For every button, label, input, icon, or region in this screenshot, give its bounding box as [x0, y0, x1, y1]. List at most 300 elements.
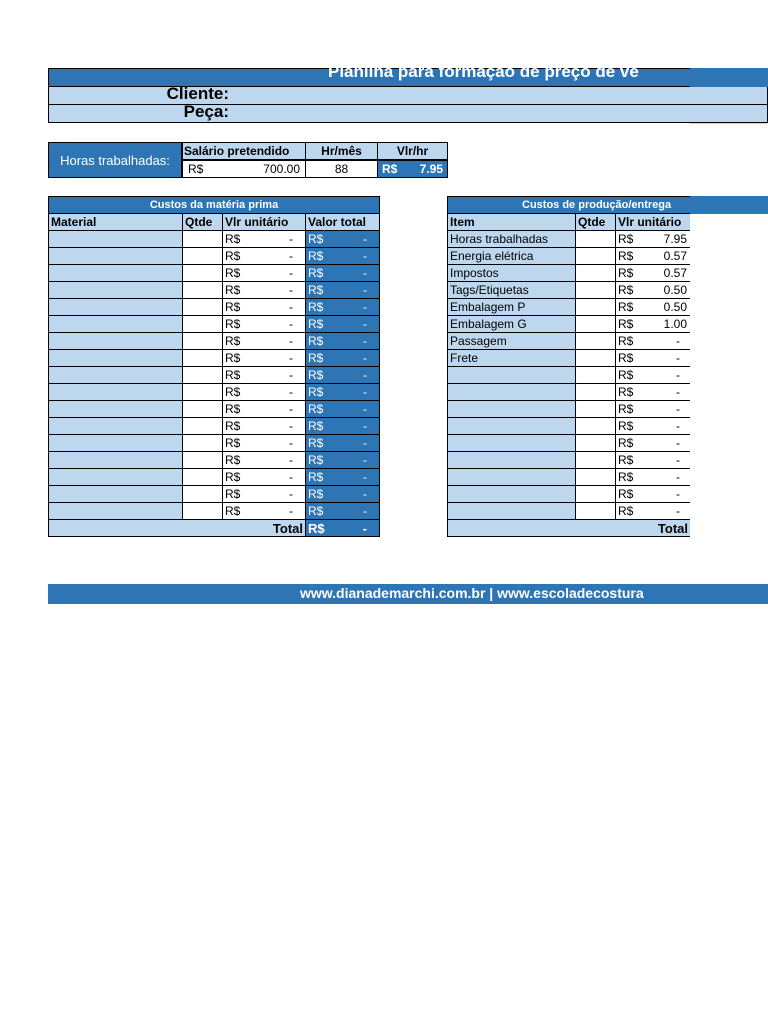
- table-row: [49, 350, 380, 367]
- money-value: [225, 453, 303, 467]
- col-qtde: Qtde: [183, 214, 223, 231]
- money-value: [308, 283, 377, 297]
- money-value: [225, 402, 303, 416]
- currency-label: R$: [618, 317, 634, 331]
- vlr-unitario-cell: [616, 469, 691, 486]
- total-label: Total: [448, 520, 691, 537]
- currency-label: R$: [225, 368, 241, 382]
- money-value: [225, 317, 303, 331]
- table-row: [448, 282, 691, 299]
- qtde-cell[interactable]: [183, 265, 223, 282]
- amount-value: -: [363, 419, 367, 433]
- item-cell[interactable]: Passagem: [448, 333, 576, 350]
- money-value: [308, 300, 377, 314]
- money-value: [308, 402, 377, 416]
- amount-value: -: [676, 470, 680, 484]
- vlr-unitario-cell: [616, 333, 691, 350]
- amount-value: -: [363, 504, 367, 518]
- amount-value: -: [676, 368, 680, 382]
- qtde-cell[interactable]: [183, 333, 223, 350]
- money-value: [618, 283, 688, 297]
- table-row: [49, 248, 380, 265]
- currency-label: R$: [618, 504, 634, 518]
- qtde-cell[interactable]: [576, 333, 616, 350]
- currency-label: R$: [225, 300, 241, 314]
- money-value: [225, 283, 303, 297]
- amount-value: -: [289, 487, 293, 501]
- material-cell[interactable]: [49, 248, 183, 265]
- currency-label: R$: [225, 402, 241, 416]
- currency-label: R$: [618, 232, 634, 246]
- item-cell[interactable]: [448, 401, 576, 418]
- vlr-unitario-cell: [616, 248, 691, 265]
- currency-label: R$: [225, 351, 241, 365]
- item-cell[interactable]: [448, 452, 576, 469]
- footer-links[interactable]: www.dianademarchi.com.br | www.escoladecostura: [300, 585, 644, 601]
- currency-label: R$: [308, 504, 324, 518]
- qtde-cell[interactable]: [183, 503, 223, 520]
- table-row: [448, 333, 691, 350]
- money-value: [618, 470, 688, 484]
- table-row: [448, 367, 691, 384]
- amount-value: -: [676, 334, 680, 348]
- amount-value: -: [363, 368, 367, 382]
- qtde-cell[interactable]: [183, 418, 223, 435]
- currency-label: R$: [618, 470, 634, 484]
- currency-label: R$: [225, 232, 241, 246]
- total-row: [49, 520, 380, 537]
- vlr-unitario-cell: [223, 299, 306, 316]
- amount-value: -: [362, 520, 367, 536]
- table-row: [448, 469, 691, 486]
- amount-value: -: [289, 436, 293, 450]
- vlr-unitario-cell: [223, 282, 306, 299]
- total-value: [306, 520, 380, 537]
- amount-value: -: [676, 385, 680, 399]
- money-value: [225, 266, 303, 280]
- money-value: [308, 368, 377, 382]
- currency-label: R$: [308, 249, 324, 263]
- currency-label: R$: [308, 266, 324, 280]
- materia-prima-title: Custos da matéria prima: [49, 197, 380, 214]
- qtde-cell[interactable]: [576, 401, 616, 418]
- currency-label: R$: [308, 487, 324, 501]
- currency-label: R$: [308, 334, 324, 348]
- vlr-hr-value-cell: [377, 160, 448, 178]
- money-value: [308, 470, 377, 484]
- table-row: [448, 418, 691, 435]
- amount-value: -: [289, 317, 293, 331]
- vlr-unitario-cell: [223, 350, 306, 367]
- qtde-cell[interactable]: [183, 401, 223, 418]
- amount-value: -: [363, 317, 367, 331]
- qtde-cell[interactable]: [183, 282, 223, 299]
- qtde-cell[interactable]: [576, 316, 616, 333]
- money-value: [225, 470, 303, 484]
- vlr-unitario-cell: [223, 384, 306, 401]
- item-cell[interactable]: [448, 418, 576, 435]
- vlr-unitario-cell: [223, 486, 306, 503]
- qtde-cell[interactable]: [183, 316, 223, 333]
- currency-label: R$: [225, 453, 241, 467]
- table-row: [448, 350, 691, 367]
- material-cell[interactable]: [49, 231, 183, 248]
- qtde-cell[interactable]: [183, 486, 223, 503]
- amount-value: -: [289, 504, 293, 518]
- valor-total-cell: [306, 486, 380, 503]
- table-row: [49, 401, 380, 418]
- money-value: [618, 334, 688, 348]
- money-value: [618, 368, 688, 382]
- salario-header: Salário pretendido: [182, 142, 306, 160]
- valor-total-cell: [306, 384, 380, 401]
- material-cell[interactable]: [49, 282, 183, 299]
- hr-mes-header: Hr/mês: [305, 142, 378, 160]
- currency-label: R$: [225, 504, 241, 518]
- producao-table: [447, 196, 690, 537]
- money-value: [618, 317, 688, 331]
- money-value: [225, 385, 303, 399]
- currency-label: R$: [308, 436, 324, 450]
- qtde-cell[interactable]: [183, 367, 223, 384]
- money-value: [308, 419, 377, 433]
- currency-label: R$: [618, 419, 634, 433]
- valor-total-cell: [306, 248, 380, 265]
- table-row: [448, 299, 691, 316]
- currency-label: R$: [308, 419, 324, 433]
- currency-label: R$: [225, 266, 241, 280]
- vlr-unitario-cell: [223, 435, 306, 452]
- item-cell[interactable]: [448, 435, 576, 452]
- hours-label: Horas trabalhadas:: [48, 142, 182, 178]
- peca-row[interactable]: [48, 102, 768, 123]
- money-value: [308, 436, 377, 450]
- vlr-unitario-cell: [616, 503, 691, 520]
- currency-label: R$: [225, 317, 241, 331]
- amount-value: -: [363, 487, 367, 501]
- currency-label: R$: [188, 162, 204, 176]
- material-cell[interactable]: [49, 367, 183, 384]
- valor-total-cell: [306, 350, 380, 367]
- currency-label: R$: [225, 470, 241, 484]
- currency-label: R$: [618, 249, 634, 263]
- amount-value: -: [363, 334, 367, 348]
- valor-total-cell: [306, 452, 380, 469]
- table-row: [448, 265, 691, 282]
- vlr-unitario-cell: [616, 299, 691, 316]
- qtde-cell[interactable]: [576, 435, 616, 452]
- currency-label: R$: [308, 402, 324, 416]
- amount-value: -: [289, 368, 293, 382]
- amount-value: 0.57: [663, 266, 687, 280]
- item-cell[interactable]: Energia elétrica: [448, 248, 576, 265]
- table-row: [49, 435, 380, 452]
- hr-mes-value[interactable]: 88: [305, 160, 378, 178]
- amount-value: -: [289, 300, 293, 314]
- qtde-cell[interactable]: [183, 299, 223, 316]
- money-value: [225, 334, 303, 348]
- amount-value: -: [363, 436, 367, 450]
- amount-value: -: [363, 385, 367, 399]
- material-cell[interactable]: [49, 401, 183, 418]
- col-item: Item: [448, 214, 576, 231]
- currency-label: R$: [225, 249, 241, 263]
- material-cell[interactable]: [49, 469, 183, 486]
- vlr-unitario-cell: [616, 367, 691, 384]
- amount-value: -: [363, 402, 367, 416]
- amount-value: -: [363, 249, 367, 263]
- valor-total-cell: [306, 367, 380, 384]
- material-cell[interactable]: [49, 435, 183, 452]
- producao-title-tail: [690, 196, 768, 214]
- table-row: [49, 503, 380, 520]
- money-value: [618, 419, 688, 433]
- qtde-cell[interactable]: [576, 265, 616, 282]
- table-row: [49, 282, 380, 299]
- table-row: [49, 231, 380, 248]
- qtde-cell[interactable]: [576, 350, 616, 367]
- table-row: [448, 452, 691, 469]
- vlr-unitario-cell: [616, 384, 691, 401]
- qtde-cell[interactable]: [576, 282, 616, 299]
- material-cell[interactable]: [49, 350, 183, 367]
- qtde-cell[interactable]: [183, 469, 223, 486]
- currency-label: R$: [618, 487, 634, 501]
- currency-label: R$: [308, 232, 324, 246]
- vlr-unitario-cell: [616, 231, 691, 248]
- qtde-cell[interactable]: [576, 503, 616, 520]
- item-cell[interactable]: Embalagem G: [448, 316, 576, 333]
- qtde-cell[interactable]: [183, 452, 223, 469]
- amount-value: -: [676, 436, 680, 450]
- currency-label: R$: [308, 470, 324, 484]
- peca-label: Peça:: [183, 102, 229, 121]
- currency-label: R$: [225, 283, 241, 297]
- currency-label: R$: [618, 402, 634, 416]
- table-row: [448, 486, 691, 503]
- material-cell[interactable]: [49, 384, 183, 401]
- item-cell[interactable]: Tags/Etiquetas: [448, 282, 576, 299]
- table-row: [448, 316, 691, 333]
- currency-label: R$: [618, 368, 634, 382]
- vlr-unitario-cell: [616, 401, 691, 418]
- item-cell[interactable]: Embalagem P: [448, 299, 576, 316]
- col-valor-total: Valor total: [306, 214, 380, 231]
- money-value: [225, 436, 303, 450]
- amount-value: 0.50: [663, 300, 687, 314]
- currency-label: R$: [308, 453, 324, 467]
- item-cell[interactable]: [448, 367, 576, 384]
- material-cell[interactable]: [49, 333, 183, 350]
- table-row: [448, 248, 691, 265]
- money-value: [308, 266, 377, 280]
- table-row: [448, 503, 691, 520]
- vlr-unitario-cell: [616, 350, 691, 367]
- amount-value: -: [676, 402, 680, 416]
- vlr-unitario-cell: [616, 435, 691, 452]
- amount-value: -: [289, 232, 293, 246]
- table-row: [49, 452, 380, 469]
- table-row: [49, 384, 380, 401]
- amount-value: -: [363, 351, 367, 365]
- item-cell[interactable]: [448, 486, 576, 503]
- qtde-cell[interactable]: [576, 299, 616, 316]
- vlr-unitario-cell: [223, 265, 306, 282]
- amount-value: -: [289, 385, 293, 399]
- vlr-hr-header: Vlr/hr: [377, 142, 448, 160]
- amount-value: -: [289, 470, 293, 484]
- currency-label: R$: [308, 385, 324, 399]
- material-cell[interactable]: [49, 452, 183, 469]
- material-cell[interactable]: [49, 316, 183, 333]
- table-row: [49, 265, 380, 282]
- vlr-unitario-cell: [616, 486, 691, 503]
- qtde-cell[interactable]: [576, 367, 616, 384]
- vlr-unitario-cell: [616, 316, 691, 333]
- money-value: [308, 521, 377, 536]
- currency-label: R$: [618, 300, 634, 314]
- amount-value: -: [676, 453, 680, 467]
- vlr-unitario-cell: [223, 367, 306, 384]
- money-value: [618, 232, 688, 246]
- money-value: [618, 402, 688, 416]
- table-row: [448, 231, 691, 248]
- currency-label: R$: [618, 334, 634, 348]
- footer-bar: [48, 584, 768, 604]
- vlr-unitario-cell: [223, 248, 306, 265]
- qtde-cell[interactable]: [576, 248, 616, 265]
- valor-total-cell: [306, 469, 380, 486]
- qtde-cell[interactable]: [183, 435, 223, 452]
- item-cell[interactable]: [448, 469, 576, 486]
- qtde-cell[interactable]: [576, 384, 616, 401]
- qtde-cell[interactable]: [576, 452, 616, 469]
- total-label: Total: [49, 520, 306, 537]
- vlr-unitario-cell: [223, 469, 306, 486]
- currency-label: R$: [225, 385, 241, 399]
- amount-value: -: [289, 334, 293, 348]
- money-value: [225, 368, 303, 382]
- item-cell[interactable]: Horas trabalhadas: [448, 231, 576, 248]
- item-cell[interactable]: [448, 503, 576, 520]
- money-value: [618, 453, 688, 467]
- money-value: [308, 249, 377, 263]
- amount-value: -: [676, 351, 680, 365]
- currency-label: R$: [618, 266, 634, 280]
- col-material: Material: [49, 214, 183, 231]
- cliente-label: Cliente:: [166, 84, 229, 103]
- col-vlr-unitario: Vlr unitário: [616, 214, 691, 231]
- valor-total-cell: [306, 282, 380, 299]
- item-cell[interactable]: Impostos: [448, 265, 576, 282]
- vlr-unitario-cell: [223, 503, 306, 520]
- item-cell[interactable]: [448, 384, 576, 401]
- qtde-cell[interactable]: [183, 350, 223, 367]
- vlr-unitario-cell: [223, 316, 306, 333]
- currency-label: R$: [618, 453, 634, 467]
- currency-label: R$: [225, 436, 241, 450]
- valor-total-cell: [306, 265, 380, 282]
- qtde-cell[interactable]: [576, 486, 616, 503]
- table-row: [49, 469, 380, 486]
- material-cell[interactable]: [49, 503, 183, 520]
- currency-label: R$: [308, 520, 325, 536]
- col-qtde: Qtde: [576, 214, 616, 231]
- table-row: [49, 418, 380, 435]
- money-value: [618, 385, 688, 399]
- valor-total-cell: [306, 435, 380, 452]
- amount-value: -: [289, 266, 293, 280]
- item-cell[interactable]: Frete: [448, 350, 576, 367]
- money-value: [225, 504, 303, 518]
- currency-label: R$: [618, 351, 634, 365]
- qtde-cell[interactable]: [183, 384, 223, 401]
- table-row: [49, 486, 380, 503]
- currency-label: R$: [308, 317, 324, 331]
- currency-label: R$: [225, 419, 241, 433]
- money-value: [308, 504, 377, 518]
- money-value: [618, 487, 688, 501]
- money-value: [225, 232, 303, 246]
- qtde-cell[interactable]: [183, 231, 223, 248]
- money-value: [308, 453, 377, 467]
- table-row: [448, 384, 691, 401]
- material-cell[interactable]: [49, 265, 183, 282]
- money-value: [618, 266, 688, 280]
- amount-value: -: [363, 283, 367, 297]
- money-value: [225, 351, 303, 365]
- qtde-cell[interactable]: [576, 418, 616, 435]
- material-cell[interactable]: [49, 486, 183, 503]
- amount-value: 1.00: [663, 317, 687, 331]
- valor-total-cell: [306, 333, 380, 350]
- currency-label: R$: [618, 385, 634, 399]
- money-value: [308, 232, 377, 246]
- valor-total-cell: [306, 316, 380, 333]
- valor-total-cell: [306, 401, 380, 418]
- vlr-unitario-cell: [223, 401, 306, 418]
- money-value: [618, 249, 688, 263]
- producao-title: Custos de produção/entrega: [448, 197, 691, 214]
- material-cell[interactable]: [49, 299, 183, 316]
- qtde-cell[interactable]: [576, 231, 616, 248]
- qtde-cell[interactable]: [576, 469, 616, 486]
- qtde-cell[interactable]: [183, 248, 223, 265]
- amount-value: -: [289, 249, 293, 263]
- money-value: [225, 249, 303, 263]
- amount-value: -: [676, 504, 680, 518]
- valor-total-cell: [306, 503, 380, 520]
- currency-label: R$: [382, 162, 398, 176]
- currency-label: R$: [225, 487, 241, 501]
- currency-label: R$: [308, 300, 324, 314]
- currency-label: R$: [308, 351, 324, 365]
- valor-total-cell: [306, 299, 380, 316]
- vlr-unitario-cell: [616, 452, 691, 469]
- table-row: [448, 435, 691, 452]
- material-cell[interactable]: [49, 418, 183, 435]
- amount-value: -: [363, 470, 367, 484]
- table-row: [49, 367, 380, 384]
- total-row: [448, 520, 691, 537]
- amount-value: -: [289, 351, 293, 365]
- money-value: [618, 300, 688, 314]
- money-value: [308, 334, 377, 348]
- currency-label: R$: [225, 334, 241, 348]
- salario-value-cell[interactable]: [182, 160, 306, 178]
- valor-total-cell: [306, 418, 380, 435]
- table-row: [49, 299, 380, 316]
